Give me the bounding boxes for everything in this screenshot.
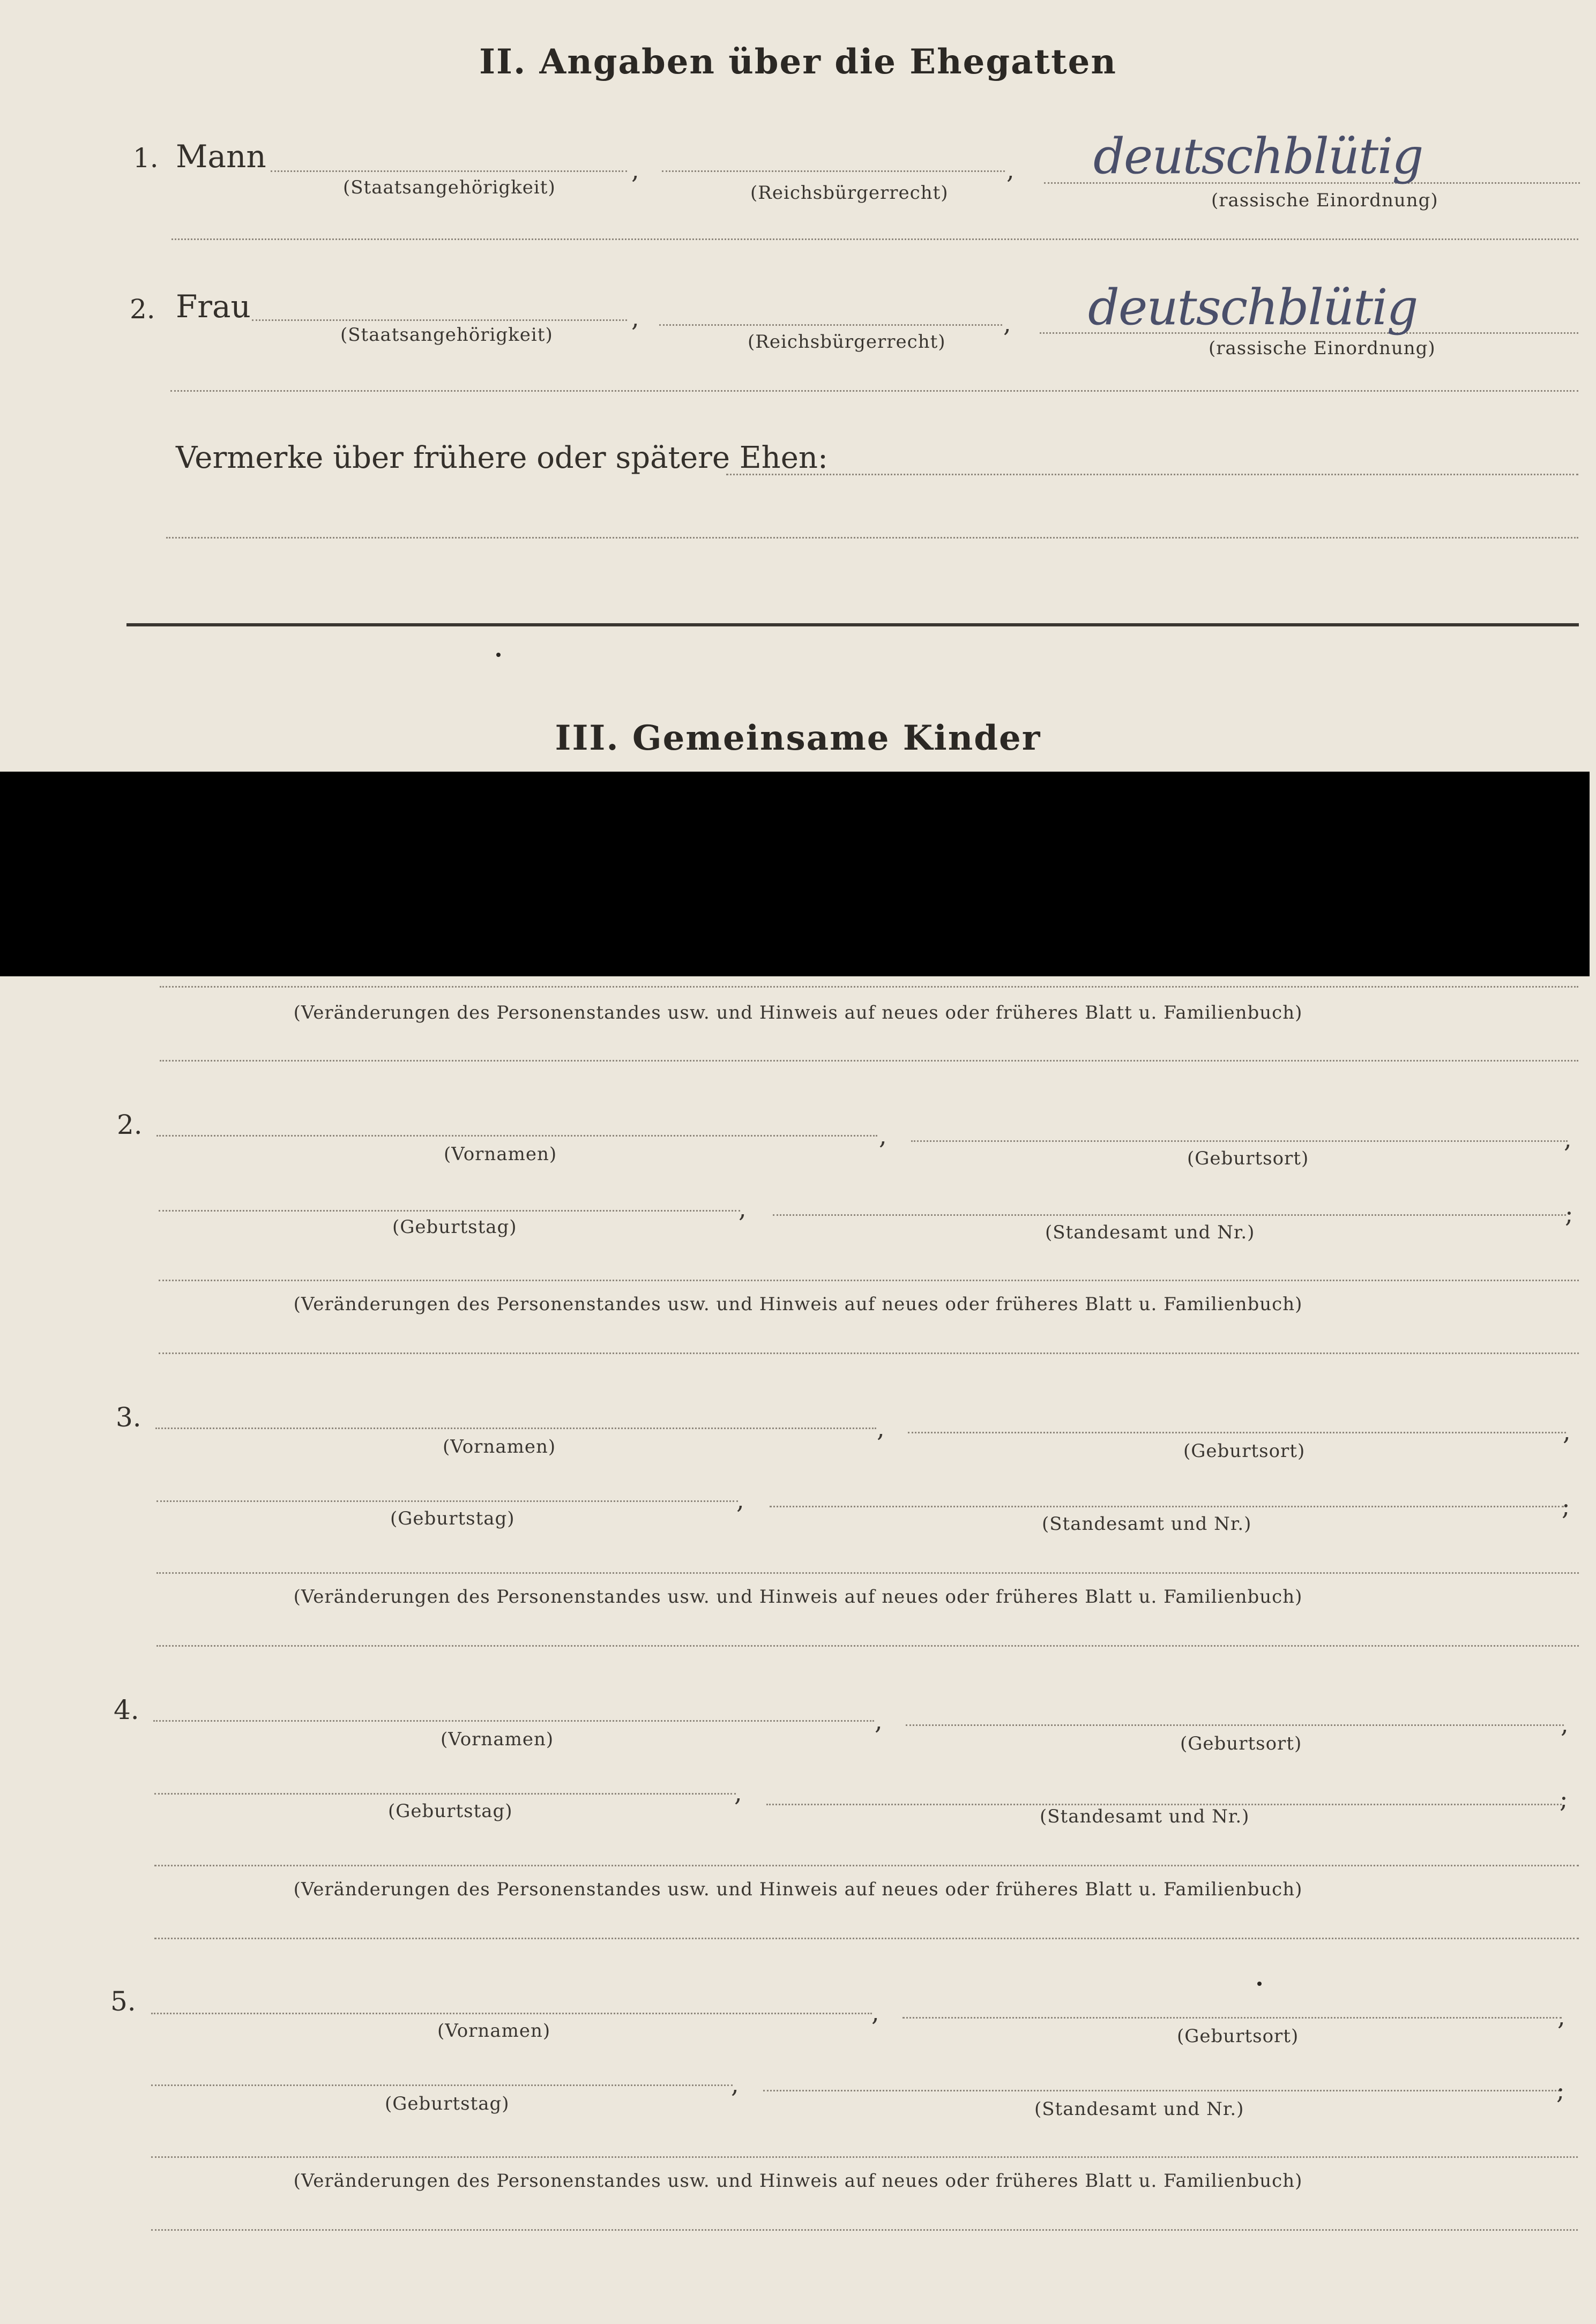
semicolon: ; xyxy=(1560,1784,1568,1813)
child-5-changes-line xyxy=(151,2156,1578,2158)
child-5-changes-line-2 xyxy=(151,2229,1578,2231)
child-5-number: 5. xyxy=(110,1986,136,2017)
child-2-cap-geburtsort: (Geburtsort) xyxy=(1187,1148,1309,1169)
comma: , xyxy=(875,1706,883,1735)
child-2-standesamt-line xyxy=(773,1214,1566,1216)
child-4-changes-line-2 xyxy=(154,1938,1579,1939)
child-4-cap-geburtstag: (Geburtstag) xyxy=(388,1800,513,1822)
child-3-cap-geburtstag: (Geburtstag) xyxy=(390,1508,515,1529)
child-2-cap-geburtstag: (Geburtstag) xyxy=(392,1216,517,1238)
child-4-number: 4. xyxy=(114,1694,139,1725)
child-1-changes-line xyxy=(160,986,1578,988)
child-2-geburtsort-line xyxy=(911,1140,1568,1142)
child-3-geburtstag-line xyxy=(156,1500,738,1502)
child-4-cap-standesamt: (Standesamt und Nr.) xyxy=(1040,1806,1250,1827)
mann-continuation-line xyxy=(171,238,1578,240)
child-4-geburtstag-line xyxy=(154,1793,736,1795)
vermerke-line-2 xyxy=(166,537,1578,539)
redaction-bar xyxy=(0,772,1590,976)
child-5-standesamt-line xyxy=(763,2090,1560,2091)
child-2-cap-vornamen: (Vornamen) xyxy=(444,1144,557,1165)
comma: , xyxy=(1563,1417,1571,1446)
child-5-vornamen-line xyxy=(151,2013,872,2014)
mann-cap-staat: (Staatsangehörigkeit) xyxy=(343,177,556,198)
comma: , xyxy=(879,1121,887,1150)
child-5-cap-standesamt: (Standesamt und Nr.) xyxy=(1034,2098,1244,2120)
child-3-number: 3. xyxy=(116,1402,141,1433)
mann-handwritten-entry: deutschblütig xyxy=(1093,128,1423,185)
section-divider xyxy=(126,623,1579,626)
child-2-geburtstag-line xyxy=(159,1210,740,1212)
child-5-cap-geburtsort: (Geburtsort) xyxy=(1177,2026,1299,2047)
child-5-geburtsort-line xyxy=(903,2017,1562,2019)
child-3-geburtsort-line xyxy=(908,1432,1566,1433)
comma: , xyxy=(877,1414,885,1443)
child-5-cap-geburtstag: (Geburtstag) xyxy=(385,2093,510,2114)
child-3-cap-geburtsort: (Geburtsort) xyxy=(1183,1440,1306,1462)
child-3-cap-vornamen: (Vornamen) xyxy=(443,1436,556,1458)
child-4-standesamt-line xyxy=(766,1804,1562,1805)
child-5-cap-vornamen: (Vornamen) xyxy=(437,2020,551,2042)
frau-label: Frau xyxy=(176,288,251,325)
child-1-cap-changes: (Veränderungen des Personenstandes usw. und Hinweis auf neues oder früheres Blatt u. Familienbuch) xyxy=(293,1002,1303,1023)
section-3-title: III. Gemeinsame Kinder xyxy=(555,718,1041,758)
child-4-cap-vornamen: (Vornamen) xyxy=(441,1729,554,1750)
semicolon: ; xyxy=(1556,2076,1565,2105)
child-3-vornamen-line xyxy=(155,1428,876,1429)
child-3-cap-changes: (Veränderungen des Personenstandes usw. und Hinweis auf neues oder früheres Blatt u. Familienbuch) xyxy=(293,1586,1303,1608)
comma: , xyxy=(1557,2002,1565,2031)
mann-reichsbuergerrecht-line xyxy=(662,170,1005,172)
child-2-cap-standesamt: (Standesamt und Nr.) xyxy=(1045,1222,1255,1243)
comma: , xyxy=(736,1485,744,1514)
child-4-cap-changes: (Veränderungen des Personenstandes usw. und Hinweis auf neues oder früheres Blatt u. Familienbuch) xyxy=(293,1879,1303,1900)
child-3-changes-line-2 xyxy=(156,1645,1579,1647)
child-4-changes-line xyxy=(154,1865,1579,1866)
comma: , xyxy=(1003,309,1011,338)
child-5-cap-changes: (Veränderungen des Personenstandes usw. und Hinweis auf neues oder früheres Blatt u. Familienbuch) xyxy=(293,2170,1303,2192)
child-1-changes-line-2 xyxy=(160,1060,1578,1062)
vermerke-line xyxy=(726,474,1578,475)
comma: , xyxy=(1564,1124,1572,1153)
child-2-vornamen-line xyxy=(156,1135,877,1137)
frau-reichsbuergerrecht-line xyxy=(659,324,1002,326)
semicolon: ; xyxy=(1562,1492,1570,1521)
child-2-changes-line-2 xyxy=(159,1352,1579,1354)
child-2-changes-line xyxy=(159,1280,1579,1281)
child-2-number: 2. xyxy=(117,1109,143,1140)
mann-number: 1. xyxy=(133,143,159,174)
mann-label: Mann xyxy=(176,138,266,175)
child-4-vornamen-line xyxy=(153,1720,874,1722)
section-2-title: II. Angaben über die Ehegatten xyxy=(479,42,1117,82)
comma: , xyxy=(871,1998,879,2027)
child-3-cap-standesamt: (Standesamt und Nr.) xyxy=(1042,1513,1252,1535)
speck xyxy=(1257,1982,1262,1986)
frau-cap-staat: (Staatsangehörigkeit) xyxy=(340,324,553,346)
child-3-changes-line xyxy=(156,1572,1579,1574)
frau-cap-reich: (Reichsbürgerrecht) xyxy=(748,331,946,353)
frau-staatsangehoerigkeit-line xyxy=(252,319,627,321)
frau-cap-rass: (rassische Einordnung) xyxy=(1209,338,1436,359)
frau-handwritten-entry: deutschblütig xyxy=(1088,279,1418,336)
mann-cap-rass: (rassische Einordnung) xyxy=(1211,190,1438,211)
child-5-geburtstag-line xyxy=(151,2084,733,2086)
child-4-geburtsort-line xyxy=(906,1724,1564,1726)
child-2-cap-changes: (Veränderungen des Personenstandes usw. und Hinweis auf neues oder früheres Blatt u. Familienbuch) xyxy=(293,1294,1303,1315)
speck xyxy=(496,653,501,657)
comma: , xyxy=(739,1194,747,1223)
frau-number: 2. xyxy=(130,294,155,325)
child-4-cap-geburtsort: (Geburtsort) xyxy=(1180,1733,1302,1754)
comma: , xyxy=(1006,155,1015,184)
frau-continuation-line xyxy=(170,390,1578,392)
comma: , xyxy=(1561,1709,1569,1738)
comma: , xyxy=(734,1778,742,1807)
semicolon: ; xyxy=(1565,1199,1573,1228)
comma: , xyxy=(631,155,639,184)
comma: , xyxy=(731,2069,739,2098)
comma: , xyxy=(631,303,639,332)
mann-staatsangehoerigkeit-line xyxy=(271,170,627,172)
vermerke-label: Vermerke über frühere oder spätere Ehen: xyxy=(176,440,828,475)
child-3-standesamt-line xyxy=(770,1506,1564,1507)
mann-cap-reich: (Reichsbürgerrecht) xyxy=(750,182,949,204)
